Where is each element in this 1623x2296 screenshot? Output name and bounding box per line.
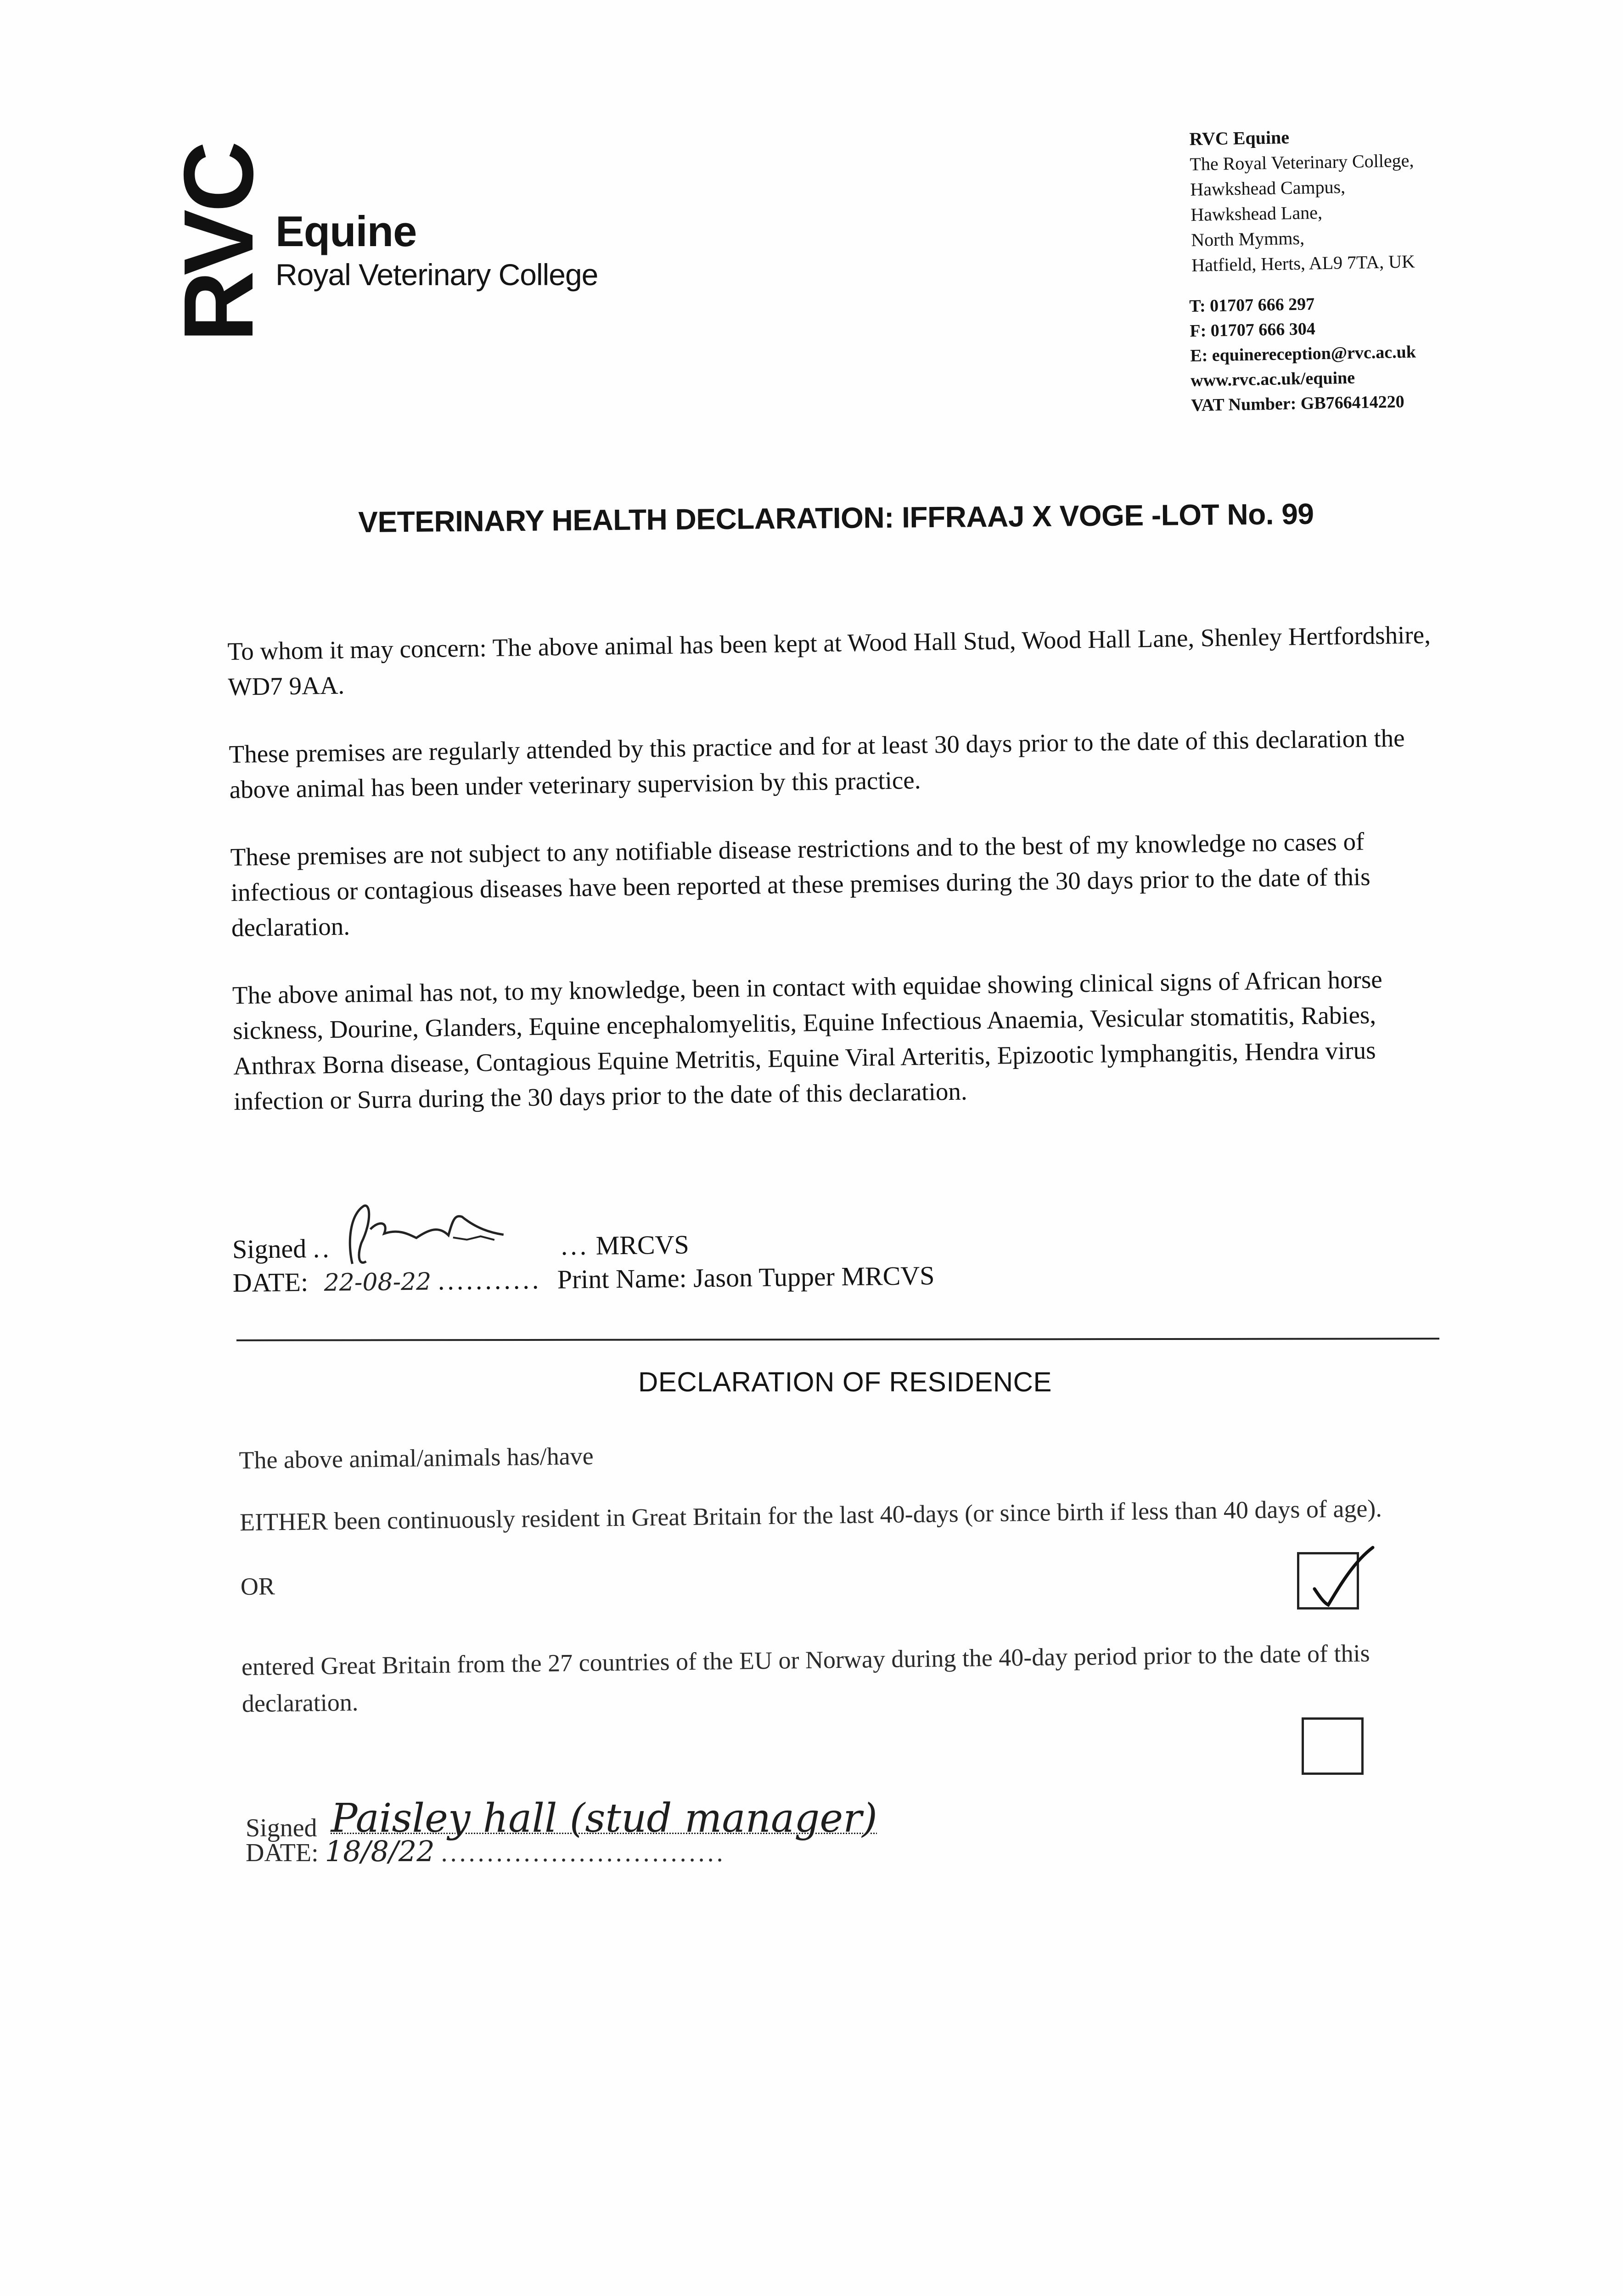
entered-checkbox[interactable] [1302,1717,1364,1775]
vat-number: VAT Number: GB766414220 [1191,392,1405,415]
body-paragraph-supervision: These premises are regularly attended by this practice and for at least 30 days prior to the date of this declaration the above animal has been under veterinary supervision by this practice. [229,724,1405,804]
fax-number: F: 01707 666 304 [1190,319,1316,341]
residence-or: OR [240,1572,275,1600]
either-checkbox[interactable] [1297,1552,1359,1609]
residence-entered: entered Great Britain from the 27 countries of the EU or Norway during the 40-day period prior to the date of this declaration. [241,1639,1370,1717]
rvc-logo-icon [163,126,274,344]
residence-date-label: DATE: [246,1839,319,1867]
vet-date-value: 22-08-22 [324,1268,432,1297]
document-title: VETERINARY HEALTH DECLARATION: IFFRAAJ X VOGE -LOT No. 99 [358,497,1314,539]
logo-equine-text: Equine [275,207,417,255]
address-line: Hawkshead Lane, [1190,202,1323,225]
vet-date-row: DATE: 22-08-22 ........... Print Name: Jason Tupper MRCVS [232,1260,935,1298]
residence-date-value: 18/8/22 [325,1835,435,1868]
address-line: Hatfield, Herts, AL9 7TA, UK [1191,251,1415,276]
body-paragraph-contact: The above animal has not, to my knowledge, been in contact with equidae showing clinical signs of African horse sickness, Dourine, Glanders, Equine encephalomyelitis, Equine Infectious Anaemia, Vesicular stomatitis, Rabies, Anthrax Borna disease, Contagious Equine Metritis, Equine Viral Arteritis, Epizootic lymphangitis, Hendra virus infection or Surra during the 30 days prior to the date of this declaration. [232,965,1383,1115]
residence-date-row: DATE: 18/8/22 ............................... [246,1835,726,1868]
address-line: RVC Equine [1189,127,1290,149]
checkmark-icon [1306,1538,1375,1607]
address-line: Hawkshead Campus, [1190,176,1346,200]
residence-signature-block [246,1795,877,1868]
body-paragraph-restrictions: These premises are not subject to any notifiable disease restrictions and to the best of my knowledge no cases of infectious or contagious diseases have been reported at these premises during the 30 days prior to the date of this declaration. [230,827,1370,942]
website: www.rvc.ac.uk/equine [1190,368,1355,390]
address-line: The Royal Veterinary College, [1190,150,1414,174]
email-address: E: equinereception@rvc.ac.uk [1190,342,1416,366]
vet-signature-scribble [338,1200,555,1271]
vet-signature-block [232,1193,1197,1332]
mrcvs-credential: MRCVS [595,1229,690,1261]
contact-block [1189,288,1504,418]
residence-body [239,1427,1472,1722]
address-line: North Mymms, [1191,227,1305,250]
signed-label: Signed [232,1233,307,1264]
residence-intro: The above animal/animals has/have [239,1442,594,1474]
print-name: Print Name: Jason Tupper MRCVS [557,1260,935,1294]
address-block [1189,121,1504,278]
date-label: DATE: [232,1267,309,1298]
phone-number: T: 01707 666 297 [1189,294,1315,316]
vet-signed-row: Signed .. ... MRCVS [232,1193,1196,1267]
residence-either: EITHER been continuously resident in Great Britain for the last 40-days (or since birth if less than 40 days of age). [239,1494,1382,1536]
residence-signed-row [246,1795,877,1842]
section-divider [236,1338,1439,1341]
residence-signature: Paisley hall (stud manager) [331,1795,877,1841]
body-paragraph-premises: To whom it may concern: The above animal has been kept at Wood Hall Stud, Wood Hall Lane, Shenley Hertfordshire, WD7 9AA. [227,620,1431,701]
declaration-body [227,617,1455,1151]
logo-college-text: Royal Veterinary College [275,258,598,292]
residence-signed-label: Signed [246,1814,317,1842]
rvc-logo-mark: RVC [163,143,274,342]
residence-title: DECLARATION OF RESIDENCE [638,1367,1052,1397]
